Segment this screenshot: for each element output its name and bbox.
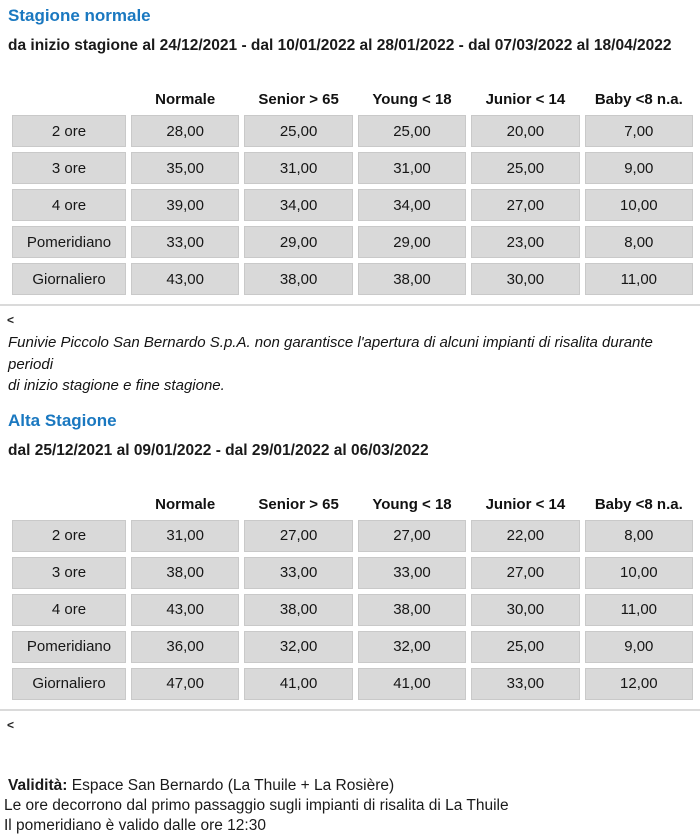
validity-footer xyxy=(0,776,700,836)
high-season-price-table xyxy=(12,495,693,700)
table-row xyxy=(12,115,693,147)
price-cell: 38,00 xyxy=(358,594,466,626)
price-cell: 33,00 xyxy=(131,226,239,258)
table-row xyxy=(12,263,693,295)
price-cell: 31,00 xyxy=(244,152,352,184)
table-corner-cell xyxy=(12,90,126,109)
row-label-cell: 4 ore xyxy=(12,594,126,626)
price-cell: 25,00 xyxy=(244,115,352,147)
column-header: Senior > 65 xyxy=(258,495,339,513)
price-cell: 27,00 xyxy=(244,520,352,552)
high-season-dates: dal 25/12/2021 al 09/01/2022 - dal 29/01/2022 al 06/03/2022 xyxy=(8,441,429,459)
column-header: Young < 18 xyxy=(372,91,452,108)
price-cell: 34,00 xyxy=(244,189,352,221)
price-cell: 38,00 xyxy=(244,594,352,626)
price-cell: 12,00 xyxy=(585,668,693,700)
price-cell: 22,00 xyxy=(471,520,579,552)
price-cell: 9,00 xyxy=(585,631,693,663)
price-cell: 33,00 xyxy=(244,557,352,589)
table-header-row xyxy=(12,495,693,514)
table-row xyxy=(12,631,693,663)
price-cell: 28,00 xyxy=(131,115,239,147)
price-cell: 10,00 xyxy=(585,557,693,589)
price-cell: 32,00 xyxy=(358,631,466,663)
price-cell: 31,00 xyxy=(358,152,466,184)
column-header: Baby <8 n.a. xyxy=(594,91,683,108)
validity-label: Validità: xyxy=(8,776,68,794)
price-cell: 30,00 xyxy=(471,263,579,295)
price-cell: 38,00 xyxy=(131,557,239,589)
price-cell: 43,00 xyxy=(131,594,239,626)
table-row xyxy=(12,189,693,221)
validity-line xyxy=(4,776,700,796)
section-divider xyxy=(0,304,700,306)
normal-season-section xyxy=(0,6,700,397)
row-label-cell: 3 ore xyxy=(12,152,126,184)
price-cell: 20,00 xyxy=(471,115,579,147)
price-cell: 23,00 xyxy=(471,226,579,258)
column-header: Baby <8 n.a. xyxy=(594,495,683,513)
row-label-cell: Giornaliero xyxy=(12,668,126,700)
column-header: Normale xyxy=(155,91,216,108)
price-cell: 25,00 xyxy=(358,115,466,147)
table-header-row xyxy=(12,90,693,109)
table-row xyxy=(12,557,693,589)
high-season-title: Alta Stagione xyxy=(8,410,117,430)
normal-season-price-table xyxy=(12,90,693,295)
row-label-cell: Pomeridiano xyxy=(12,631,126,663)
hours-start-note: Le ore decorrono dal primo passaggio sugli impianti di risalita di La Thuile xyxy=(4,796,509,814)
price-cell: 33,00 xyxy=(471,668,579,700)
row-label-cell: 4 ore xyxy=(12,189,126,221)
price-cell: 38,00 xyxy=(358,263,466,295)
price-cell: 29,00 xyxy=(358,226,466,258)
price-cell: 33,00 xyxy=(358,557,466,589)
disclaimer-line: di inizio stagione e fine stagione. xyxy=(8,377,225,394)
price-cell: 27,00 xyxy=(471,189,579,221)
price-cell: 43,00 xyxy=(131,263,239,295)
season-disclaimer xyxy=(8,332,700,397)
price-cell: 39,00 xyxy=(131,189,239,221)
table-row xyxy=(12,226,693,258)
price-cell: 36,00 xyxy=(131,631,239,663)
column-header: Junior < 14 xyxy=(485,495,566,513)
high-season-section xyxy=(0,411,700,732)
collapse-marker: < xyxy=(7,313,15,327)
price-cell: 8,00 xyxy=(585,226,693,258)
price-cell: 41,00 xyxy=(358,668,466,700)
price-cell: 30,00 xyxy=(471,594,579,626)
price-cell: 25,00 xyxy=(471,631,579,663)
normal-season-title: Stagione normale xyxy=(8,6,151,25)
price-cell: 32,00 xyxy=(244,631,352,663)
afternoon-note: Il pomeridiano è valido dalle ore 12:30 xyxy=(4,816,266,834)
price-cell: 34,00 xyxy=(358,189,466,221)
disclaimer-line: Funivie Piccolo San Bernardo S.p.A. non garantisce l'apertura di alcuni impianti di risalita durante periodi xyxy=(8,334,662,373)
table-row xyxy=(12,594,693,626)
price-cell: 7,00 xyxy=(585,115,693,147)
column-header: Junior < 14 xyxy=(485,91,566,108)
row-label-cell: Pomeridiano xyxy=(12,226,126,258)
price-cell: 29,00 xyxy=(244,226,352,258)
row-label-cell: 3 ore xyxy=(12,557,126,589)
price-cell: 11,00 xyxy=(585,594,693,626)
section-divider xyxy=(0,709,700,711)
price-cell: 8,00 xyxy=(585,520,693,552)
normal-season-dates: da inizio stagione al 24/12/2021 - dal 10/01/2022 al 28/01/2022 - dal 07/03/2022 al 18/04/2022 xyxy=(8,37,672,54)
price-cell: 27,00 xyxy=(358,520,466,552)
price-cell: 25,00 xyxy=(471,152,579,184)
price-cell: 10,00 xyxy=(585,189,693,221)
price-cell: 41,00 xyxy=(244,668,352,700)
collapse-marker: < xyxy=(7,717,15,732)
table-row xyxy=(12,668,693,700)
price-cell: 38,00 xyxy=(244,263,352,295)
validity-value: Espace San Bernardo (La Thuile + La Rosière) xyxy=(67,776,395,794)
table-row xyxy=(12,152,693,184)
price-cell: 27,00 xyxy=(471,557,579,589)
price-cell: 47,00 xyxy=(131,668,239,700)
row-label-cell: 2 ore xyxy=(12,520,126,552)
table-row xyxy=(12,520,693,552)
row-label-cell: Giornaliero xyxy=(12,263,126,295)
row-label-cell: 2 ore xyxy=(12,115,126,147)
column-header: Normale xyxy=(155,495,216,513)
price-cell: 11,00 xyxy=(585,263,693,295)
table-corner-cell xyxy=(12,495,126,514)
price-cell: 35,00 xyxy=(131,152,239,184)
price-cell: 31,00 xyxy=(131,520,239,552)
column-header: Young < 18 xyxy=(372,495,452,513)
price-cell: 9,00 xyxy=(585,152,693,184)
column-header: Senior > 65 xyxy=(258,91,339,108)
